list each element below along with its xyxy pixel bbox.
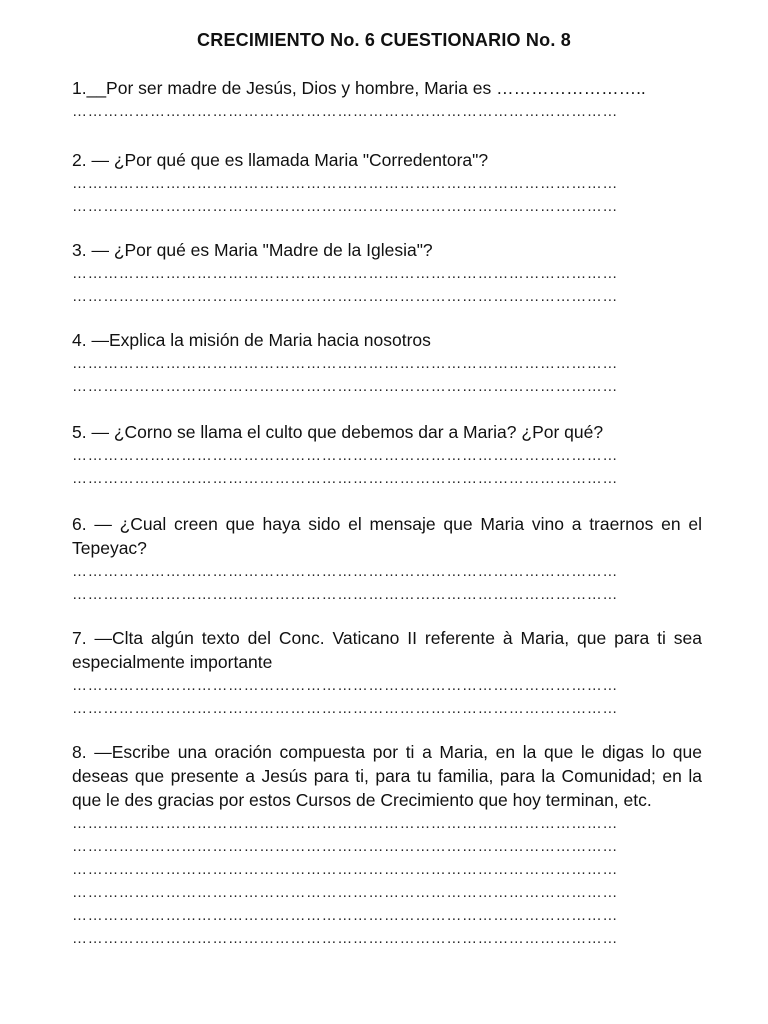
answer-line[interactable]: ……………………………………………………………………………………………	[72, 563, 618, 580]
answer-line[interactable]: ……………………………………………………………………………………………	[72, 677, 618, 694]
question-text: 3. — ¿Por qué es Maria "Madre de la Iglesia"?	[72, 240, 433, 260]
question-text: 5. — ¿Corno se llama el culto que debemos dar a Maria? ¿Por qué?	[72, 422, 604, 442]
answer-line[interactable]: ……………………………………………………………………………………………	[72, 378, 618, 395]
answer-line[interactable]: ……………………………………………………………………………………………	[72, 175, 618, 192]
questions-list	[72, 76, 702, 947]
question-8	[72, 740, 702, 950]
question-5	[72, 420, 702, 490]
answer-line[interactable]: ……………………………………………………………………………………………	[72, 700, 618, 717]
answer-line[interactable]: ……………………………………………………………………………………………	[72, 930, 618, 947]
question-text: 6. — ¿Cual creen que haya sido el mensaje que Maria vino a traernos en el Tepeyac?	[72, 514, 702, 558]
question-2	[72, 148, 702, 218]
question-1	[72, 76, 702, 123]
answer-line[interactable]: ……………………………………………………………………………………………	[72, 103, 618, 120]
answer-line[interactable]: ……………………………………………………………………………………………	[72, 884, 618, 901]
answer-line[interactable]: ……………………………………………………………………………………………	[72, 586, 618, 603]
page-title: CRECIMIENTO No. 6 CUESTIONARIO No. 8	[197, 30, 571, 50]
question-4	[72, 328, 702, 398]
answer-line[interactable]: ……………………………………………………………………………………………	[72, 198, 618, 215]
answer-line[interactable]: ……………………………………………………………………………………………	[72, 355, 618, 372]
answer-line[interactable]: ……………………………………………………………………………………………	[72, 265, 618, 282]
question-7	[72, 626, 702, 720]
answer-line[interactable]: ……………………………………………………………………………………………	[72, 470, 618, 487]
answer-line[interactable]: ……………………………………………………………………………………………	[72, 838, 618, 855]
answer-line[interactable]: ……………………………………………………………………………………………	[72, 288, 618, 305]
answer-line[interactable]: ……………………………………………………………………………………………	[72, 907, 618, 924]
question-text: 8. —Escribe una oración compuesta por ti a Maria, en la que le digas lo que deseas que presente a Jesús para ti, para tu familia, para la Comunidad; en la que le des gracias por estos Cursos de Crecimiento que hoy terminan, etc.	[72, 742, 702, 810]
answer-line[interactable]: ……………………………………………………………………………………………	[72, 861, 618, 878]
answer-line[interactable]: ……………………………………………………………………………………………	[72, 447, 618, 464]
question-6	[72, 512, 702, 606]
question-3	[72, 238, 702, 308]
question-text: 2. — ¿Por qué que es llamada Maria "Corredentora"?	[72, 150, 489, 170]
question-text: 4. —Explica la misión de Maria hacia nosotros	[72, 330, 431, 350]
answer-line[interactable]: ……………………………………………………………………………………………	[72, 815, 618, 832]
question-text: 7. —Clta algún texto del Conc. Vaticano II referente à Maria, que para ti sea especialmente importante	[72, 628, 702, 672]
question-text: 1.__Por ser madre de Jesús, Dios y hombre, Maria es ……………………..	[72, 78, 646, 98]
